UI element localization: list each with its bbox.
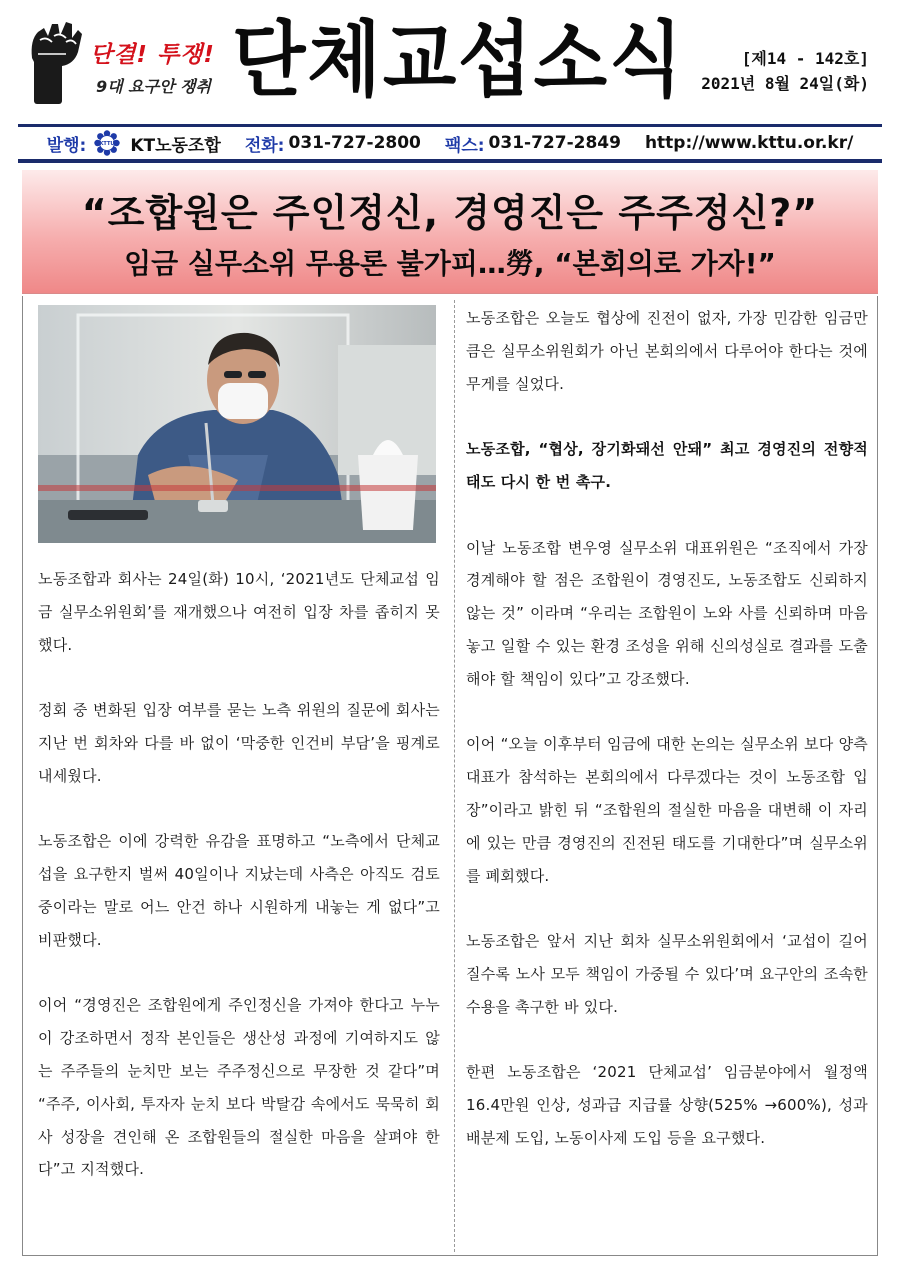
publisher-key: 발행: — [46, 135, 87, 156]
meeting-photo — [38, 305, 436, 543]
article-left-column — [38, 563, 440, 1186]
publisher-bar — [18, 127, 882, 159]
newsletter-title: 단체교섭소식 — [232, 11, 685, 108]
paragraph: 노동조합은 오늘도 협상에 진전이 없자, 가장 민감한 임금만큼은 실무소위원회가 아닌 본회의에서 다루어야 한다는 것에 무게를 실었다. — [466, 309, 868, 393]
paragraph: 이어 “오늘 이후부터 임금에 대한 논의는 실무소위 보다 양측 대표가 참석하는 본회의에서 다루겠다는 것이 노동조합 입장”이라고 밝힌 뒤 “조합원의 절실한 마음을 대변해 이 자리에 있는 만큼 경영진의 진전된 태도를 기대한다”며 실무소위를 폐회했다. — [466, 735, 868, 885]
column-divider — [454, 300, 455, 1252]
kttu-logo-text: KTTU — [99, 141, 115, 147]
publisher-name: KT노동조합 — [130, 135, 221, 156]
meeting-photo-illustration — [38, 305, 436, 543]
paragraph: 정회 중 변화된 입장 여부를 묻는 노측 위원의 질문에 회사는 지난 번 회차와 다를 바 없이 ‘막중한 인건비 부담’을 핑계로 내세웠다. — [38, 701, 440, 785]
kttu-logo-icon — [94, 130, 120, 156]
headline-subtitle: 임금 실무소위 무용론 불가피…勞, “본회의로 가자!” — [124, 247, 776, 280]
issue-date: 2021년 8월 24일(화) — [701, 74, 869, 93]
paragraph: 이날 노동조합 변우영 실무소위 대표위원은 “조직에서 가장 경계해야 할 점은 조합원이 경영진도, 노동조합도 신뢰하지 않는 것” 이라며 “우리는 조합원이 노와 사를 신뢰하며 마음 놓고 일할 수 있는 환경 조성을 위해 신의성실로 결과를 도출해야 할 책임이 있다”고 강조했다. — [466, 538, 868, 688]
masthead-logo — [22, 14, 232, 106]
fax-number: 031-727-2849 — [488, 133, 621, 153]
article-right-column — [466, 302, 868, 1155]
raised-fist-icon — [26, 18, 86, 104]
header-rule-bottom — [18, 159, 882, 163]
paragraph: 이어 “경영진은 조합원에게 주인정신을 가져야 한다고 누누이 강조하면서 정작 본인들은 생산성 과정에 기여하지도 않는 주주들의 눈치만 보는 주주정신으로 무장한 것 같다”며 “주주, 이사회, 투자자 눈치 보다 박탈감 속에서도 묵묵히 회사 성장을 견인해 온 조합원들의 절실한 마음을 살펴야 한다”고 지적했다. — [38, 996, 440, 1179]
phone-number: 031-727-2800 — [288, 133, 421, 153]
paragraph: 노동조합과 회사는 24일(화) 10시, ‘2021년도 단체교섭 임금 실무소위원회’를 재개했으나 여전히 입장 차를 좁히지 못했다. — [38, 570, 440, 654]
headline-title: “조합원은 주인정신, 경영진은 주주정신?” — [81, 191, 819, 235]
bold-callout: 노동조합, “협상, 장기화돼선 안돼” 최고 경영진의 전향적 태도 다시 한 번 촉구. — [466, 440, 868, 491]
headline-box — [22, 170, 878, 294]
paragraph: 한편 노동조합은 ‘2021 단체교섭’ 임금분야에서 월정액 16.4만원 인상, 성과급 지급률 상향(525% →600%), 성과배분제 도입, 노동이사제 도입 등을 요구했다. — [466, 1063, 868, 1147]
issue-info — [701, 46, 869, 96]
paragraph: 노동조합은 앞서 지난 회차 실무소위원회에서 ‘교섭이 길어질수록 노사 모두 책임이 가중될 수 있다’며 요구안의 조속한 수용을 촉구한 바 있다. — [466, 932, 868, 1016]
slogan: 단결! 투쟁! — [90, 42, 215, 68]
website-link[interactable]: http://www.kttu.or.kr/ — [644, 133, 854, 153]
issue-number: [제14 - 142호] — [741, 49, 869, 68]
paragraph: 노동조합은 이에 강력한 유감을 표명하고 “노측에서 단체교섭을 요구한지 벌써 40일이나 지났는데 사측은 아직도 검토 중이라는 말로 어느 안건 하나 시원하게 내놓는 게 없다”고 비판했다. — [38, 832, 440, 949]
fax-key: 팩스: — [444, 135, 485, 156]
phone-key: 전화: — [244, 135, 285, 156]
slogan-sub: 9대 요구안 쟁취 — [96, 77, 212, 96]
